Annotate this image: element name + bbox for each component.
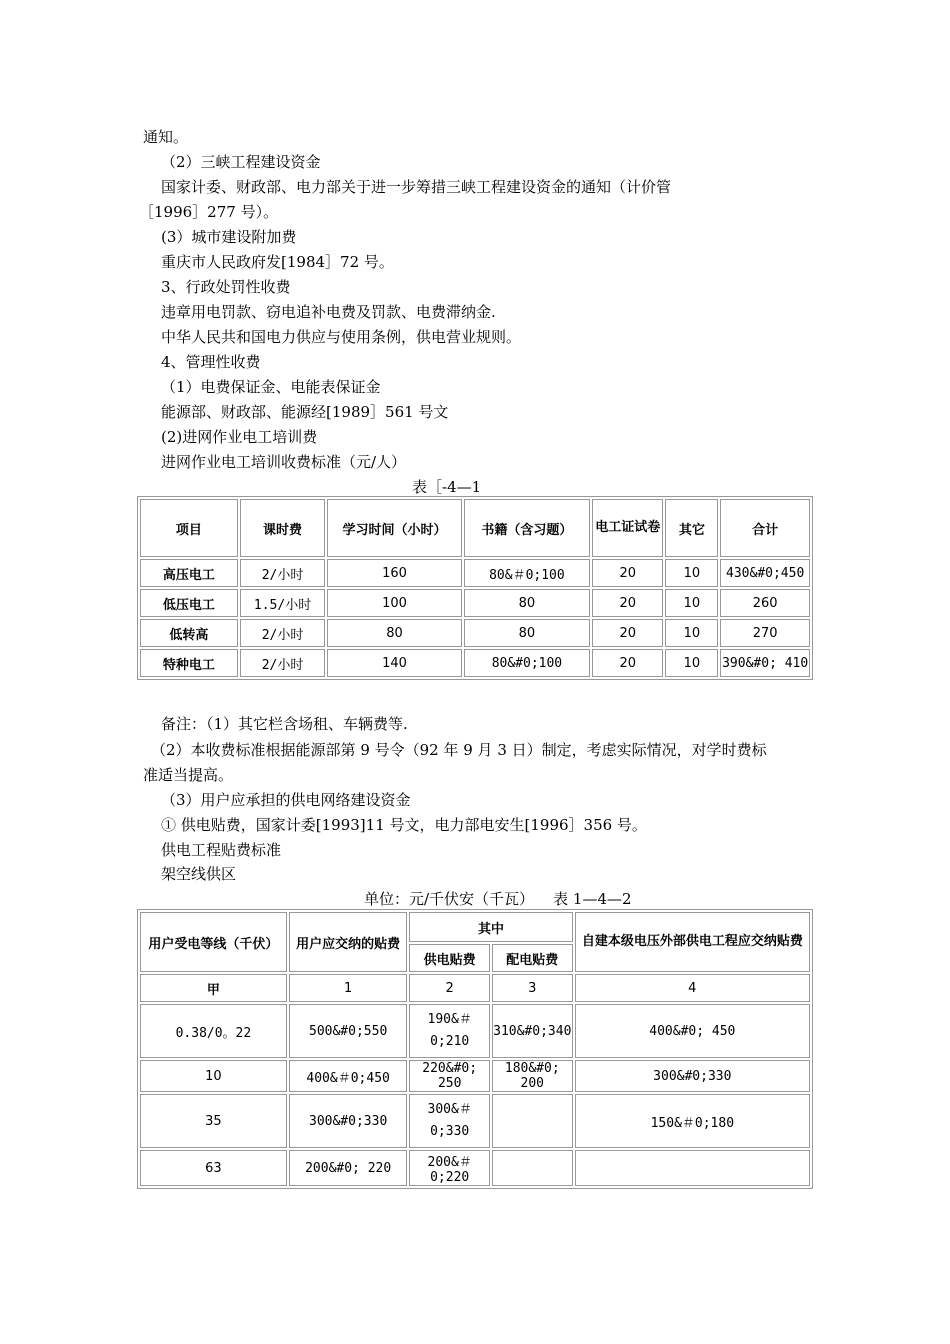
text-line-6: 重庆市人民政府发[1984］72 号。 bbox=[161, 253, 394, 271]
table-cell: 4 bbox=[575, 974, 810, 1002]
table-cell: 2/小时 bbox=[240, 649, 326, 677]
table-cell: 1 bbox=[289, 974, 408, 1002]
table-cell: 430&#0;450 bbox=[720, 559, 810, 587]
table1-header-row bbox=[140, 499, 810, 557]
table-cell: 20 bbox=[592, 559, 663, 587]
note-line-2: （2）本收费标准根据能源部第 9 号令（92 年 9 月 3 日）制定，考虑实际情况，对学时费标 bbox=[151, 741, 767, 759]
table-row bbox=[140, 589, 810, 617]
table-cell: 190&＃0;210 bbox=[409, 1004, 489, 1058]
note-line-7: 架空线供区 bbox=[161, 865, 237, 883]
table-cell bbox=[492, 1150, 573, 1186]
table-cell: 260 bbox=[720, 589, 810, 617]
table-cell bbox=[492, 1094, 573, 1148]
table-cell: 300&＃0;330 bbox=[409, 1094, 489, 1148]
text-line-4: ［1996］277 号）。 bbox=[139, 203, 279, 221]
text-line-10: 4、管理性收费 bbox=[161, 353, 261, 371]
table-cell: 140 bbox=[327, 649, 461, 677]
table-cell: 63 bbox=[140, 1150, 287, 1186]
table-cell: 310&#0;340 bbox=[492, 1004, 573, 1058]
table-row bbox=[140, 974, 810, 1002]
fee-table-2 bbox=[137, 909, 813, 1189]
table-cell: 200&＃0;220 bbox=[409, 1150, 489, 1186]
table-cell: 10 bbox=[665, 619, 718, 647]
table-cell: 150&＃0;180 bbox=[575, 1094, 810, 1148]
table-cell: 80&#0;100 bbox=[464, 649, 590, 677]
table-cell: 10 bbox=[665, 559, 718, 587]
table-cell: 220&#0; 250 bbox=[409, 1060, 489, 1092]
text-line-13: (2)进网作业电工培训费 bbox=[161, 428, 318, 446]
table2-subheader-cell: 供电贴费 bbox=[409, 944, 489, 972]
table-row bbox=[140, 1150, 810, 1186]
table1-header-cell: 电工证试卷 bbox=[592, 499, 663, 557]
text-line-12: 能源部、财政部、能源经[1989］561 号文 bbox=[161, 403, 449, 421]
table-cell: 0.38/0。22 bbox=[140, 1004, 287, 1058]
table-cell: 低压电工 bbox=[140, 589, 238, 617]
table-cell: 80 bbox=[464, 589, 590, 617]
table-cell: 200&#0; 220 bbox=[289, 1150, 408, 1186]
table-cell: 高压电工 bbox=[140, 559, 238, 587]
text-line-3: 国家计委、财政部、电力部关于进一步筹措三峡工程建设资金的通知（计价管 bbox=[161, 178, 672, 196]
table-row bbox=[140, 559, 810, 587]
table-row bbox=[140, 1060, 810, 1092]
table-cell: 35 bbox=[140, 1094, 287, 1148]
table-row bbox=[140, 619, 810, 647]
table-cell: 300&#0;330 bbox=[575, 1060, 810, 1092]
table-cell: 低转高 bbox=[140, 619, 238, 647]
table-cell: 390&#0; 410 bbox=[720, 649, 810, 677]
table-cell: 1.5/小时 bbox=[240, 589, 326, 617]
table-cell: 80&＃0;100 bbox=[464, 559, 590, 587]
table-cell: 400&#0; 450 bbox=[575, 1004, 810, 1058]
fee-table-1 bbox=[137, 496, 813, 680]
table-cell: 10 bbox=[140, 1060, 287, 1092]
table-cell: 160 bbox=[327, 559, 461, 587]
table2-header-cell: 用户受电等线（千伏） bbox=[140, 912, 287, 972]
table1-header-cell: 其它 bbox=[665, 499, 718, 557]
note-line-1: 备注：（1）其它栏含场租、车辆费等. bbox=[161, 715, 408, 733]
table1-header-cell: 学习时间（小时） bbox=[327, 499, 461, 557]
table2-header-group: 其中 bbox=[409, 912, 572, 942]
table-cell: 80 bbox=[327, 619, 461, 647]
table1-caption: 表［-4—1 bbox=[412, 478, 482, 496]
table-cell: 10 bbox=[665, 589, 718, 617]
table-cell: 20 bbox=[592, 589, 663, 617]
table1-header-cell: 书籍（含习题） bbox=[464, 499, 590, 557]
note-line-5: ① 供电贴费，国家计委[1993]11 号文，电力部电安生[1996］356 号。 bbox=[161, 816, 647, 834]
table-cell: 20 bbox=[592, 649, 663, 677]
table-cell: 500&#0;550 bbox=[289, 1004, 408, 1058]
table-cell: 3 bbox=[492, 974, 573, 1002]
table-cell: 甲 bbox=[140, 974, 287, 1002]
table-cell: 20 bbox=[592, 619, 663, 647]
text-line-9: 中华人民共和国电力供应与使用条例，供电营业规则。 bbox=[161, 328, 522, 346]
table-cell: 400&＃0;450 bbox=[289, 1060, 408, 1092]
table2-header-cell: 用户应交纳的贴费 bbox=[289, 912, 408, 972]
table-cell: 80 bbox=[464, 619, 590, 647]
table-row bbox=[140, 1094, 810, 1148]
table-cell bbox=[575, 1150, 810, 1186]
note-line-4: （3）用户应承担的供电网络建设资金 bbox=[161, 791, 411, 809]
text-line-1: 通知。 bbox=[143, 128, 189, 146]
table2-caption: 单位：元/千伏安（千瓦） 表 1—4—2 bbox=[364, 890, 632, 908]
table-cell: 特种电工 bbox=[140, 649, 238, 677]
text-line-5: (3）城市建设附加费 bbox=[161, 228, 297, 246]
table-row bbox=[140, 649, 810, 677]
table-cell: 100 bbox=[327, 589, 461, 617]
table1-header-cell: 项目 bbox=[140, 499, 238, 557]
text-line-8: 违章用电罚款、窃电追补电费及罚款、电费滞纳金. bbox=[161, 303, 496, 321]
text-line-14: 进网作业电工培训收费标准（元/人） bbox=[161, 453, 407, 471]
table2-header-cell: 自建本级电压外部供电工程应交纳贴费 bbox=[575, 912, 810, 972]
table-row bbox=[140, 1004, 810, 1058]
note-line-3: 准适当提高。 bbox=[143, 766, 234, 784]
table-cell: 300&#0;330 bbox=[289, 1094, 408, 1148]
table1-header-cell: 合计 bbox=[720, 499, 810, 557]
table-cell: 270 bbox=[720, 619, 810, 647]
table1-header-cell: 课时费 bbox=[240, 499, 326, 557]
text-line-11: （1）电费保证金、电能表保证金 bbox=[161, 378, 381, 396]
table-cell: 2 bbox=[409, 974, 489, 1002]
table2-header-row bbox=[140, 912, 810, 942]
table-cell: 2/小时 bbox=[240, 619, 326, 647]
table2-subheader-cell: 配电贴费 bbox=[492, 944, 573, 972]
text-line-2: （2）三峡工程建设资金 bbox=[161, 153, 321, 171]
table-cell: 10 bbox=[665, 649, 718, 677]
note-line-6: 供电工程贴费标准 bbox=[161, 841, 282, 859]
table-cell: 180&#0; 200 bbox=[492, 1060, 573, 1092]
text-line-7: 3、行政处罚性收费 bbox=[161, 278, 291, 296]
table-cell: 2/小时 bbox=[240, 559, 326, 587]
